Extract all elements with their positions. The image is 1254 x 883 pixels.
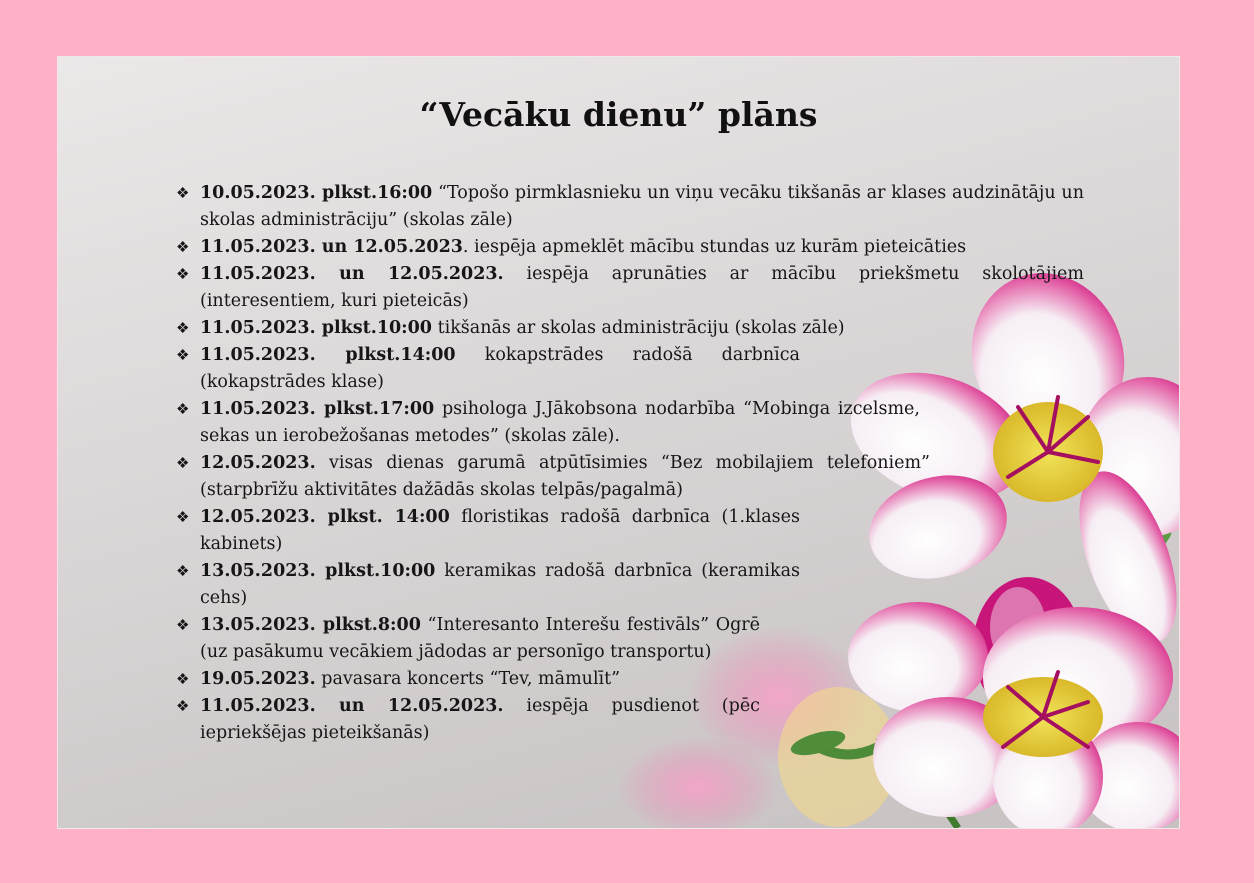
item-text: kokapstrādes radošā darbnīca (kokapstrādes klase) (200, 345, 800, 392)
diamond-bullet-icon: ❖ (176, 697, 190, 715)
diamond-bullet-icon: ❖ (176, 400, 190, 418)
list-item (176, 693, 760, 747)
item-text: visas dienas garumā atpūtīsimies “Bez mobilajiem telefoniem” (starpbrīžu aktivitātes dažādās skolas telpās/pagalmā) (200, 453, 930, 500)
item-text: iespēja pusdienot (pēc iepriekšējas pieteikšanās) (200, 696, 760, 743)
list-item (176, 180, 1084, 234)
diamond-bullet-icon: ❖ (176, 184, 190, 202)
item-date: 13.05.2023. plkst.10:00 (200, 561, 436, 581)
diamond-bullet-icon: ❖ (176, 238, 190, 256)
item-text: keramikas radošā darbnīca (keramikas cehs) (200, 561, 800, 608)
item-date: 19.05.2023. (200, 669, 316, 689)
diamond-bullet-icon: ❖ (176, 265, 190, 283)
item-date: 11.05.2023. un 12.05.2023. (200, 264, 504, 284)
diamond-bullet-icon: ❖ (176, 670, 190, 688)
item-date: 11.05.2023. plkst.14:00 (200, 345, 456, 365)
item-text: iespēja aprunāties ar mācību priekšmetu skolotājiem (interesentiem, kuri pieteicās) (200, 264, 1084, 311)
item-text: “Interesanto Interešu festivāls” Ogrē (uz pasākumu vecākiem jādodas ar personīgo transportu) (200, 615, 761, 662)
list-item (176, 342, 800, 396)
item-text: psihologa J.Jākobsona nodarbība “Mobinga izcelsme, sekas un ierobežošanas metodes” (skolas zāle). (200, 399, 920, 446)
item-date: 11.05.2023. un 12.05.2023. (200, 696, 504, 716)
item-date: 11.05.2023. plkst.10:00 (200, 318, 432, 338)
diamond-bullet-icon: ❖ (176, 454, 190, 472)
item-text: tikšanās ar skolas administrāciju (skolas zāle) (432, 318, 845, 338)
list-item (176, 450, 930, 504)
item-date: 11.05.2023. plkst.17:00 (200, 399, 435, 419)
item-date: 13.05.2023. plkst.8:00 (200, 615, 421, 635)
item-date: 11.05.2023. un 12.05.2023 (200, 237, 463, 257)
list-item (176, 261, 1084, 315)
list-item (176, 666, 1084, 693)
item-text: “Topošo pirmklasnieku un viņu vecāku tikšanās ar klases audzinātāju un skolas administrāciju” (skolas zāle) (200, 183, 1084, 230)
item-date: 10.05.2023. plkst.16:00 (200, 183, 433, 203)
page-title: “Vecāku dienu” plāns (419, 95, 818, 134)
list-item (176, 612, 760, 666)
list-item (176, 234, 1084, 261)
list-item (176, 558, 800, 612)
item-text: floristikas radošā darbnīca (1.klases kabinets) (200, 507, 800, 554)
diamond-bullet-icon: ❖ (176, 346, 190, 364)
diamond-bullet-icon: ❖ (176, 616, 190, 634)
list-item (176, 504, 800, 558)
item-date: 12.05.2023. plkst. 14:00 (200, 507, 450, 527)
item-text: pavasara koncerts “Tev, māmulīt” (315, 669, 621, 689)
list-item (176, 396, 920, 450)
plan-list (176, 180, 1084, 747)
list-item (176, 315, 1084, 342)
item-text: . iespēja apmeklēt mācību stundas uz kurām pieteicāties (462, 237, 967, 257)
diamond-bullet-icon: ❖ (176, 319, 190, 337)
diamond-bullet-icon: ❖ (176, 562, 190, 580)
item-date: 12.05.2023. (200, 453, 316, 473)
diamond-bullet-icon: ❖ (176, 508, 190, 526)
poster-card (57, 56, 1180, 829)
